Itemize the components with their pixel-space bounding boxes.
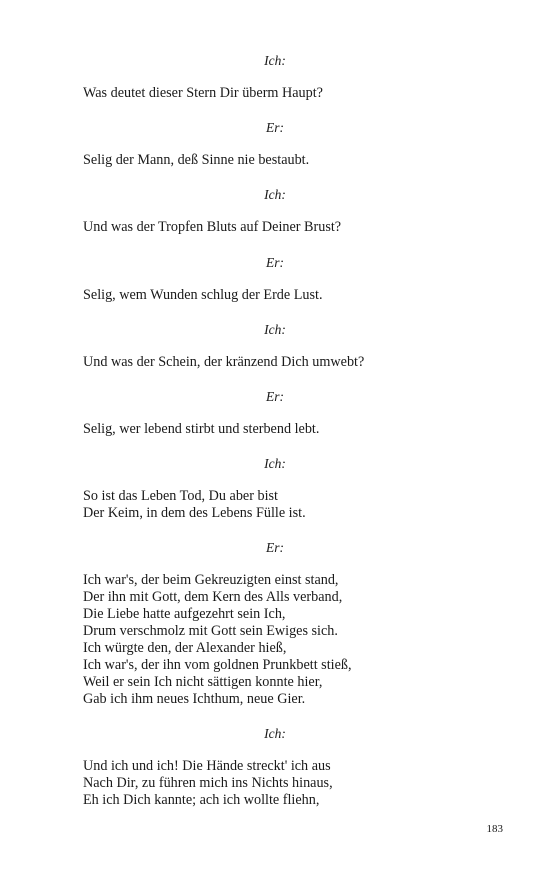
speaker-label: Ich:	[264, 187, 286, 202]
verse-line: Die Liebe hatte aufgezehrt sein Ich,	[83, 606, 286, 622]
speaker-label: Ich:	[264, 456, 286, 471]
verse-line: Und was der Schein, der kränzend Dich umwebt?	[83, 354, 365, 370]
speaker-label: Er:	[266, 389, 284, 404]
verse-line: Selig, wer lebend stirbt und sterbend lebt.	[83, 421, 320, 437]
verse-line: Und ich und ich! Die Hände streckt' ich aus	[83, 758, 331, 774]
verse-line: Und was der Tropfen Bluts auf Deiner Brust?	[83, 219, 342, 235]
speaker-label: Ich:	[264, 322, 286, 337]
speaker-label: Ich:	[264, 726, 286, 741]
verse-line: Weil er sein Ich nicht sättigen konnte hier,	[83, 674, 323, 690]
verse-line: So ist das Leben Tod, Du aber bist	[83, 488, 278, 504]
verse-line: Nach Dir, zu führen mich ins Nichts hinaus,	[83, 775, 333, 791]
verse-line: Was deutet dieser Stern Dir überm Haupt?	[83, 85, 323, 101]
speaker-label: Er:	[266, 255, 284, 270]
verse-line: Ich würgte den, der Alexander hieß,	[83, 640, 287, 656]
verse-line: Selig der Mann, deß Sinne nie bestaubt.	[83, 152, 310, 168]
verse-line: Eh ich Dich kannte; ach ich wollte fliehn,	[83, 792, 320, 808]
speaker-label: Er:	[266, 120, 284, 135]
verse-line: Der Keim, in dem des Lebens Fülle ist.	[83, 505, 306, 521]
verse-line: Ich war's, der beim Gekreuzigten einst stand,	[83, 572, 339, 588]
verse-line: Selig, wem Wunden schlug der Erde Lust.	[83, 287, 323, 303]
verse-line: Drum verschmolz mit Gott sein Ewiges sich.	[83, 623, 338, 639]
speaker-label: Er:	[266, 540, 284, 555]
verse-line: Gab ich ihm neues Ichthum, neue Gier.	[83, 691, 306, 707]
speaker-label: Ich:	[264, 53, 286, 68]
verse-line: Der ihn mit Gott, dem Kern des Alls verband,	[83, 589, 343, 605]
verse-line: Ich war's, der ihn vom goldnen Prunkbett stieß,	[83, 657, 352, 673]
page-number: 183	[486, 823, 503, 835]
